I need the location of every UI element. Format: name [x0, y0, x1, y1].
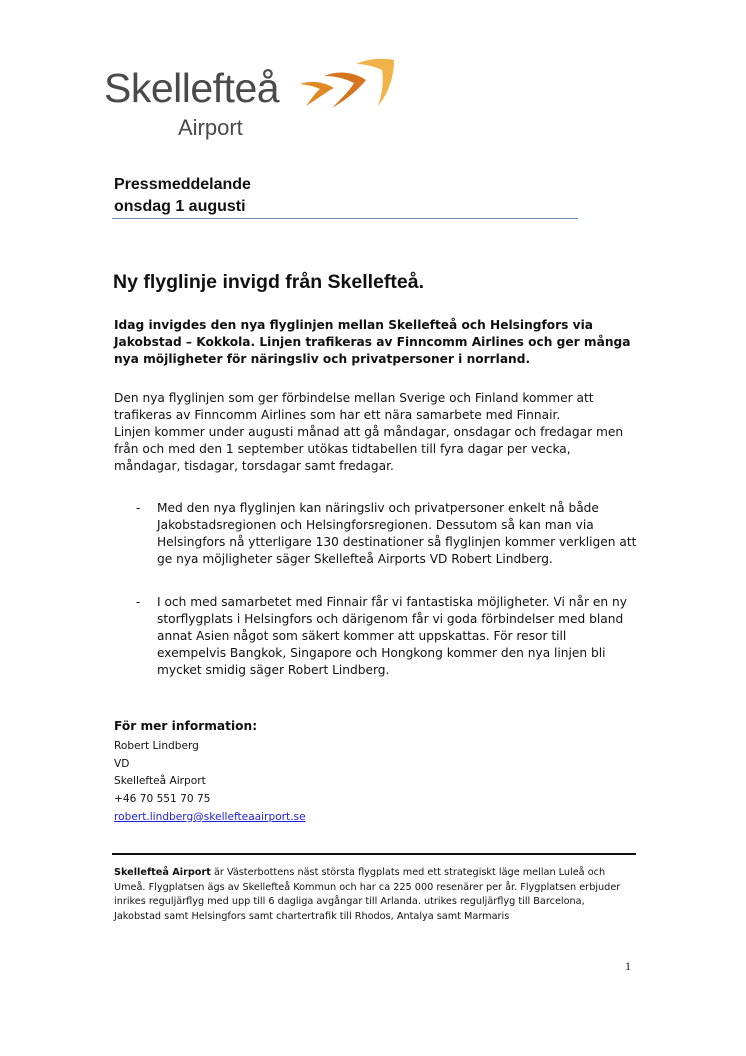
header-divider — [112, 218, 578, 219]
press-header — [114, 174, 251, 218]
logo-wordmark: Skellefteå — [104, 65, 280, 111]
airport-swoosh-icon — [298, 56, 398, 112]
bullet-quote-2: I och med samarbetet med Finnair får vi fantastiska möjligheter. Vi når en ny storflygplats i Helsingfors och därigenom får vi goda förbindelser med bland annat Asien något som säkert kommer att uppskattas. För resor till exempelvis Bangkok, Singapore och Hongkong kommer den nya linjen bli mycket smidig säger Robert Lindberg. — [157, 595, 627, 677]
contact-name: Robert Lindberg — [114, 740, 199, 752]
contact-org: Skellefteå Airport — [114, 775, 206, 788]
footer-about — [114, 866, 630, 925]
footer-divider — [112, 853, 636, 855]
contact-title: VD — [114, 757, 130, 770]
bullet-dash: - — [136, 501, 141, 515]
intro-paragraph: Idag invigdes den nya flyglinjen mellan Skellefteå och Helsingfors via Jakobstad – Kokkola. Linjen trafikeras av Finncomm Airlines och ger många nya möjligheter för näringsliv och privatpersoner i norrland. — [114, 318, 631, 366]
logo-subtitle: Airport — [178, 115, 243, 140]
contact-phone: +46 70 551 70 75 — [114, 793, 211, 806]
footer-text: är Västerbottens näst största flygplats med ett strategiskt läge mellan Luleå och Umeå. Flygplatsen ägs av Skellefteå Kommun och har ca 225 000 resenärer per år. Flygplatsen erbjuder inrikes reguljärflyg med upp till 6 dagliga avgångar till Arlanda. utrikes reguljärflyg till Barcelona, Jakobstad samt Helsingfors samt chartertrafik till Rhodos, Antalya samt Marmaris — [114, 867, 621, 923]
page-number: 1 — [625, 959, 631, 973]
footer-company: Skellefteå Airport — [114, 867, 211, 878]
info-heading: För mer information: — [114, 719, 258, 733]
bullet-quote-1: Med den nya flyglinjen kan näringsliv och privatpersoner enkelt nå både Jakobstadsregionen och Helsingforsregionen. Dessutom så kan man via Helsingfors nå ytterligare 130 destinationer så flyglinjen kommer verkligen att ge nya möjligheter säger Skellefteå Airports VD Robert Lindberg. — [157, 501, 637, 566]
press-date: onsdag 1 augusti — [114, 198, 246, 215]
swoosh-small-shape — [300, 82, 334, 106]
body-line-2: Linjen kommer under augusti månad att gå måndagar, onsdagar och fredagar men från och med den 1 september utökas tidtabellen till fyra dagar per vecka, måndagar, tisdagar, torsdagar samt fredagar. — [114, 425, 624, 473]
body-line-1: Den nya flyglinjen som ger förbindelse mellan Sverige och Finland kommer att trafikeras av Finncomm Airlines som har ett nära samarbete med Finnair. — [114, 391, 594, 422]
contact-email-link[interactable]: robert.lindberg@skellefteaairport.se — [114, 810, 306, 823]
contact-block — [114, 738, 306, 827]
press-type: Pressmeddelande — [114, 176, 251, 193]
swoosh-mid-shape — [324, 73, 366, 108]
headline: Ny flyglinje invigd från Skellefteå. — [113, 271, 425, 293]
body-paragraph — [114, 390, 634, 475]
bullet-dash: - — [136, 595, 141, 609]
